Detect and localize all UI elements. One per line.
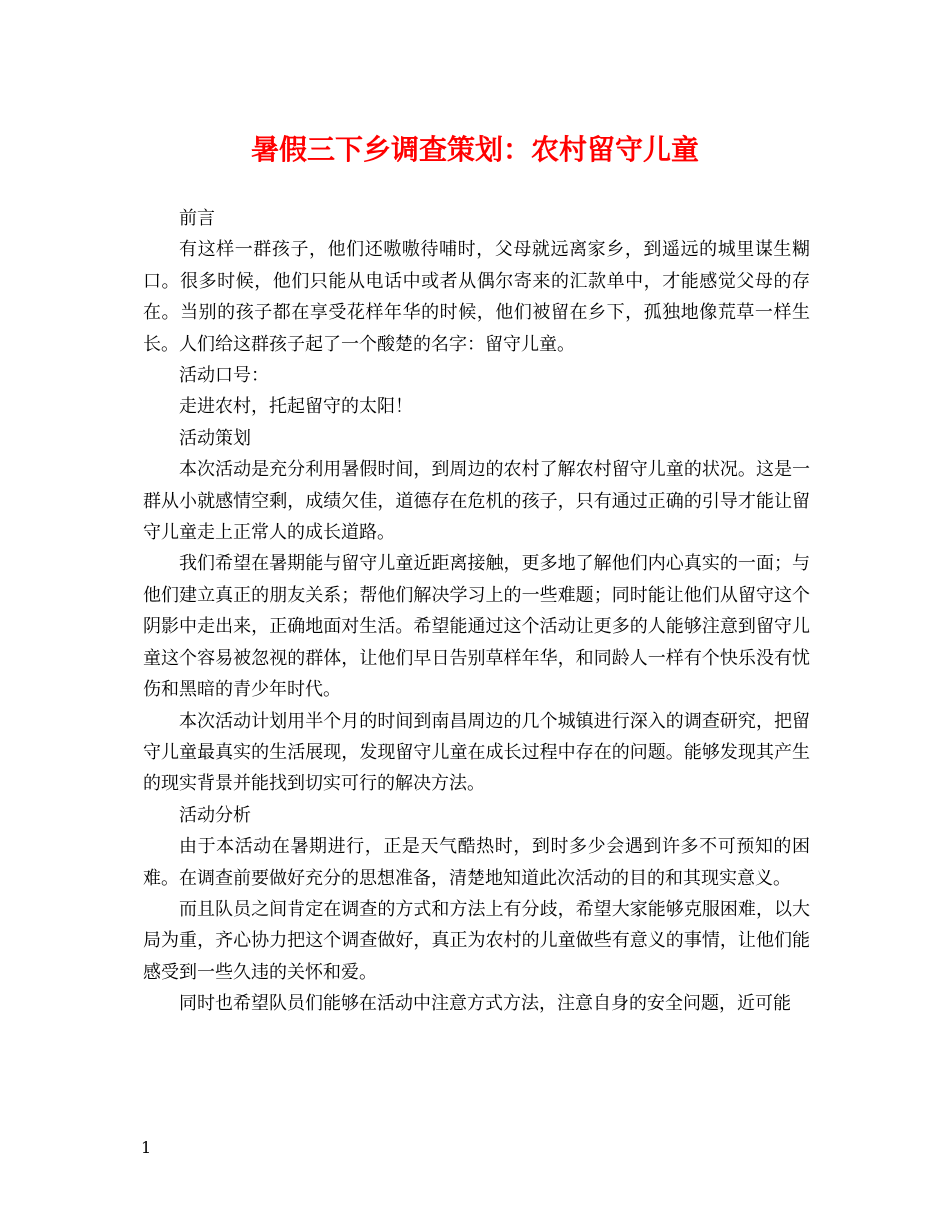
paragraph: 本次活动计划用半个月的时间到南昌周边的几个城镇进行深入的调查研究，把留守儿童最真实的生活展现，发现留守儿童在成长过程中存在的问题。能够发现其产生的现实背景并能找到切实可行的解决方法。 <box>143 710 810 795</box>
section-heading-planning: 活动策划 <box>179 427 251 449</box>
paragraph: 有这样一群孩子，他们还嗷嗷待哺时，父母就远离家乡，到遥远的城里谋生糊口。很多时候，他们只能从电话中或者从偶尔寄来的汇款单中，才能感觉父母的存在。当别的孩子都在享受花样年华的时候，他们被留在乡下，孤独地像荒草一样生长。人们给这群孩子起了一个酸楚的名字：留守儿童。 <box>143 239 810 355</box>
document-body <box>143 203 810 1020</box>
page-number: 1 <box>141 1138 152 1157</box>
slogan-text: 走进农村，托起留守的太阳！ <box>179 396 413 418</box>
section-heading-slogan: 活动口号： <box>179 365 269 387</box>
paragraph: 而且队员之间肯定在调查的方式和方法上有分歧，希望大家能够克服困难，以大局为重，齐心协力把这个调查做好，真正为农村的儿童做些有意义的事情，让他们能感受到一些久违的关怀和爱。 <box>143 898 810 983</box>
document-title: 暑假三下乡调查策划：农村留守儿童 <box>250 133 699 166</box>
paragraph: 同时也希望队员们能够在活动中注意方式方法，注意自身的安全问题，近可能 <box>179 993 791 1015</box>
paragraph: 本次活动是充分利用暑假时间，到周边的农村了解农村留守儿童的状况。这是一群从小就感情空剩，成绩欠佳，道德存在危机的孩子，只有通过正确的引导才能让留守儿童走上正常人的成长道路。 <box>143 459 810 544</box>
paragraph: 由于本活动在暑期进行，正是天气酷热时，到时多少会遇到许多不可预知的困难。在调查前要做好充分的思想准备，清楚地知道此次活动的目的和其现实意义。 <box>143 836 810 889</box>
section-heading-preface: 前言 <box>179 208 215 229</box>
paragraph: 我们希望在暑期能与留守儿童近距离接触，更多地了解他们内心真实的一面；与他们建立真正的朋友关系；帮他们解决学习上的一些难题；同时能让他们从留守这个阴影中走出来，正确地面对生活。希望能通过这个活动让更多的人能够注意到留守儿童这个容易被忽视的群体，让他们早日告别草样年华，和同龄人一样有个快乐没有忧伤和黑暗的青少年时代。 <box>143 553 810 701</box>
section-heading-analysis: 活动分析 <box>179 804 251 826</box>
